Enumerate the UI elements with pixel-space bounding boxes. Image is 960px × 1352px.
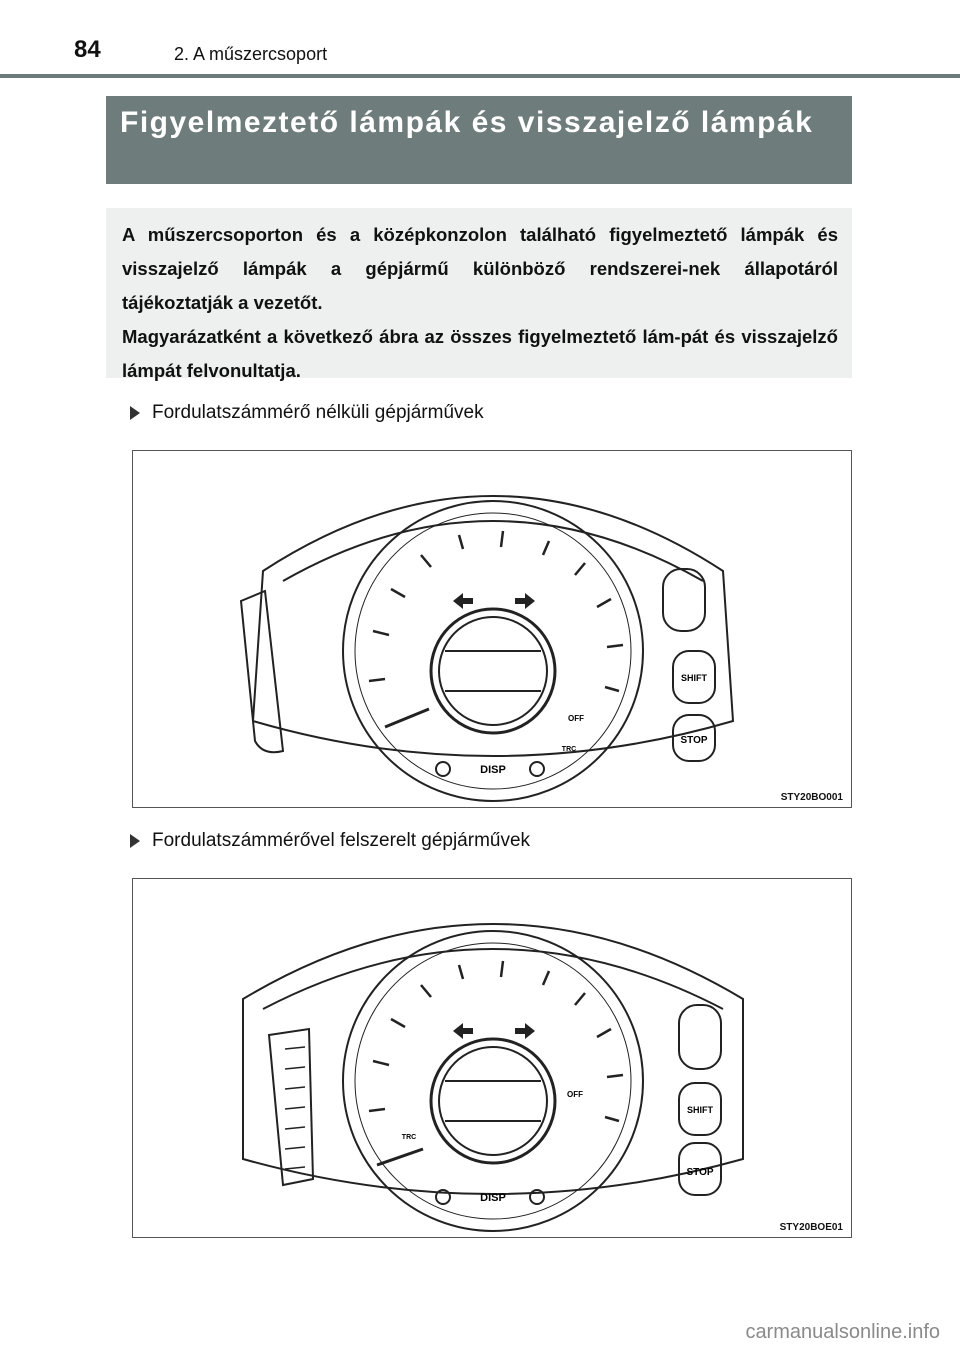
trc-label: TRC xyxy=(401,1134,417,1141)
cluster-hood xyxy=(243,924,743,1194)
instrument-cluster-illustration-1 xyxy=(133,451,852,808)
header-rule xyxy=(0,74,960,78)
section-title: Figyelmeztető lámpák és visszajelző lámpák xyxy=(120,106,814,139)
figure-1-caption xyxy=(130,402,484,424)
center-display xyxy=(431,1039,555,1163)
cluster-hood xyxy=(253,496,733,756)
figure-2 xyxy=(132,878,852,1238)
figure-2-code: STY20BOE01 xyxy=(779,1222,843,1233)
turn-left-icon xyxy=(453,593,473,609)
right-knob xyxy=(530,762,544,776)
off-label: OFF xyxy=(568,714,584,723)
shift-label: SHIFT xyxy=(687,1105,713,1115)
figure-1 xyxy=(132,450,852,808)
right-pod-top xyxy=(679,1005,721,1069)
turn-right-icon xyxy=(515,1023,535,1039)
trc-label: TRC xyxy=(561,746,577,753)
page-number: 84 xyxy=(74,36,101,63)
bullet-arrow-icon xyxy=(130,406,140,420)
intro-paragraph-1: A műszercsoporton és a középkonzolon található figyelmeztető lámpák és visszajelző lámpák a gépjármű különböző rendszerei-nek állapotáról tájékoztatják a vezetőt. xyxy=(122,224,838,313)
figure-1-code: STY20BO001 xyxy=(780,792,843,803)
figure-2-caption-text: Fordulatszámmérővel felszerelt gépjárművek xyxy=(152,830,531,851)
section-title-box xyxy=(106,96,852,184)
shift-label: SHIFT xyxy=(681,673,707,683)
disp-label: DISP xyxy=(480,1192,506,1204)
disp-label: DISP xyxy=(480,764,506,776)
turn-left-icon xyxy=(453,1023,473,1039)
tachometer-pod xyxy=(269,1029,313,1185)
center-display xyxy=(431,609,555,733)
stop-label: STOP xyxy=(680,735,708,746)
intro-paragraph-2: Magyarázatként a következő ábra az összes figyelmeztető lám-pát és visszajelző lámpát felvonultatja. xyxy=(122,326,838,381)
intro-box xyxy=(106,208,852,381)
off-label: OFF xyxy=(567,1090,583,1099)
watermark: carmanualsonline.info xyxy=(745,1321,940,1343)
stop-label: STOP xyxy=(686,1167,714,1178)
chapter-title: 2. A műszercsoport xyxy=(174,44,328,64)
needle xyxy=(385,709,429,727)
turn-right-icon xyxy=(515,593,535,609)
needle xyxy=(377,1149,423,1165)
left-knob xyxy=(436,762,450,776)
figure-2-caption xyxy=(130,830,530,852)
bullet-arrow-icon xyxy=(130,834,140,848)
instrument-cluster-illustration-2 xyxy=(133,879,852,1238)
figure-1-caption-text: Fordulatszámmérő nélküli gépjárművek xyxy=(152,402,484,423)
